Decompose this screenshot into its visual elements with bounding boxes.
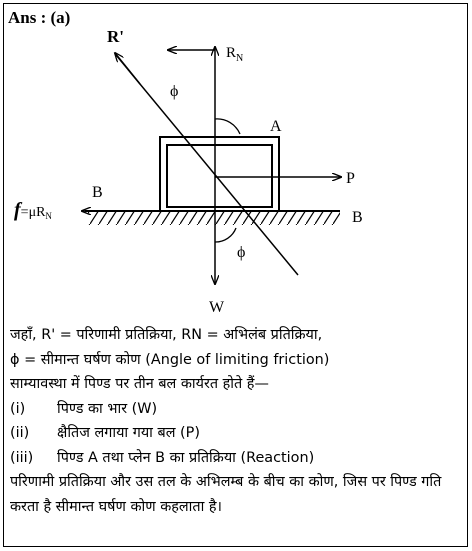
- angle-arc-top: [215, 119, 240, 134]
- label-weight: W: [209, 299, 225, 316]
- definition-line-1: जहाँ, R' = परिणामी प्रतिक्रिया, RN = अभिलंब प्रतिक्रिया,: [10, 327, 323, 343]
- list-item-number: (iii): [10, 449, 34, 466]
- list-item: [10, 397, 465, 422]
- answer-label: Ans : (a): [8, 8, 71, 27]
- list-item-text: क्षैतिज लगाया गया बल (P): [57, 425, 200, 441]
- definition-line-2: ϕ = सीमान्त घर्षण कोण (Angle of limiting friction): [10, 351, 330, 368]
- explanation-text: [10, 323, 465, 519]
- list-item-text: पिण्ड का भार (W): [57, 400, 158, 417]
- label-b-left: B: [92, 184, 103, 201]
- list-item-number: (i): [10, 400, 26, 417]
- list-item-text: पिण्ड A तथा प्लेन B का प्रतिक्रिया (Reaction): [57, 449, 315, 466]
- label-phi-top: ϕ: [170, 83, 179, 100]
- block-outer: [160, 137, 279, 211]
- forces-intro: साम्यावस्था में पिण्ड पर तीन बल कार्यरत होते हैं—: [10, 376, 269, 392]
- label-force-p: P: [346, 170, 355, 187]
- label-rn: $R_N$: [226, 45, 244, 64]
- ground-hatch: [88, 212, 340, 225]
- list-item: [10, 446, 465, 471]
- label-phi-bottom: ϕ: [237, 244, 246, 261]
- label-friction: $f=\mu R_N$: [14, 199, 52, 221]
- label-b-right: B: [352, 209, 363, 226]
- angle-arc-bottom: [215, 228, 236, 242]
- conclusion-paragraph: परिणामी प्रतिक्रिया और उस तल के अभिलम्ब के बीच का कोण, जिस पर पिण्ड गति करता है सीमान्त घर्षण कोण कहलाता है।: [10, 474, 442, 515]
- label-block-a: A: [270, 118, 282, 135]
- label-r-prime: R': [107, 27, 124, 46]
- list-item: [10, 421, 465, 446]
- list-item-number: (ii): [10, 425, 30, 441]
- resultant-arrow: [115, 53, 140, 84]
